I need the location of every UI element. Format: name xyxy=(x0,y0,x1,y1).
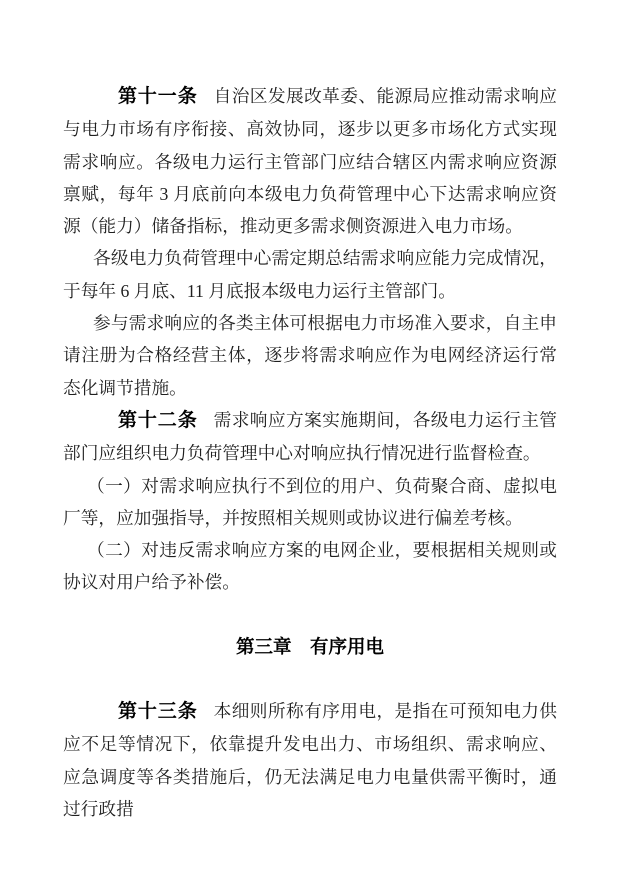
paragraph-load-center-report: 各级电力负荷管理中心需定期总结需求响应能力完成情况，于每年 6 月底、11 月底报本级电力运行主管部门。 xyxy=(63,248,557,301)
article-11-text: 自治区发展改革委、能源局应推动需求响应与电力市场有序衔接、高效协同，逐步以更多市场化方式实现需求响应。各级电力运行主管部门应结合辖区内需求响应资源禀赋，每年 3 月底前向本级电力负荷管理中心下达需求响应资源（能力）储备指标，推动更多需求侧资源进入电力市场。 xyxy=(63,86,557,237)
paragraph-item-1: （一）对需求响应执行不到位的用户、负荷聚合商、虚拟电厂等，应加强指导，并按照相关规则或协议进行偏差考核。 xyxy=(63,475,557,528)
article-13-text: 本细则所称有序用电，是指在可预知电力供应不足等情况下，依靠提升发电出力、市场组织、需求响应、应急调度等各类措施后，仍无法满足电力电量供需平衡时，通过行政措 xyxy=(63,701,557,819)
article-13-label: 第十三条 xyxy=(118,701,198,723)
article-11-label: 第十一条 xyxy=(118,86,198,107)
paragraph-article-12 xyxy=(63,404,557,470)
paragraph-market-entry: 参与需求响应的各类主体可根据电力市场准入要求，自主申请注册为合格经营主体，逐步将需求响应作为电网经济运行常态化调节措施。 xyxy=(63,313,557,398)
chapter-3-heading: 第三章 有序用电 xyxy=(235,635,384,657)
paragraph-article-13 xyxy=(63,695,557,825)
document-body xyxy=(63,80,557,825)
article-12-text: 需求响应方案实施期间，各级电力运行主管部门应组织电力负荷管理中心对响应执行情况进行监督检查。 xyxy=(63,409,557,464)
article-12-label: 第十二条 xyxy=(118,409,198,431)
paragraph-item-2: （二）对违反需求响应方案的电网企业，要根据相关规则或协议对用户给予补偿。 xyxy=(63,540,557,593)
paragraph-article-11 xyxy=(63,80,557,242)
